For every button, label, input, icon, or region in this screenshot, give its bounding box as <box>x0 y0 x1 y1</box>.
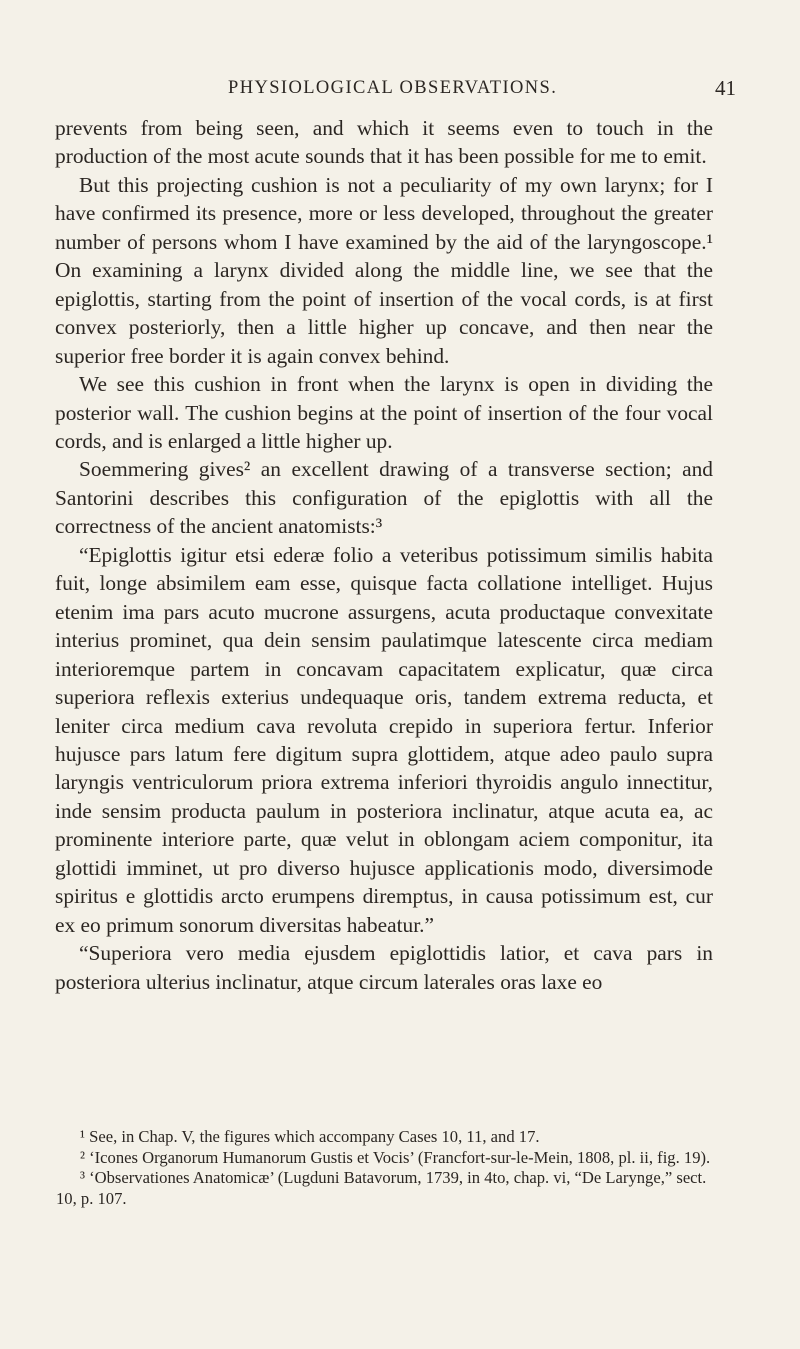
paragraph: prevents from being seen, and which it seems even to touch in the production of the most acute sounds that it has been possible for me to emit. <box>55 116 713 169</box>
paragraph: We see this cushion in front when the larynx is open in dividing the posterior wall. The cushion begins at the point of insertion of the four vocal cords, and is enlarged a little higher up. <box>55 372 713 453</box>
paragraph: Soemmering gives² an excellent drawing of a transverse section; and Santorini describes this configuration of the epiglottis with all the correctness of the ancient anatomists:³ <box>55 457 713 539</box>
footnotes <box>56 1127 716 1209</box>
page-number: 41 <box>715 76 736 100</box>
latin-quotation: “Superiora vero media ejusdem epiglottidis latior, et cava pars in posteriora ulterius inclinatur, atque circum laterales oras laxe eo <box>55 941 713 994</box>
running-head: PHYSIOLOGICAL OBSERVATIONS. <box>228 78 558 98</box>
footnote: ² ‘Icones Organorum Humanorum Gustis et Vocis’ (Francfort-sur-le-Mein, 1808, pl. ii, fig. 19). <box>80 1147 711 1167</box>
page-header <box>60 76 736 108</box>
body-text <box>55 114 713 996</box>
latin-quotation: “Epiglottis igitur etsi ederæ folio a veteribus potissimum similis habita fuit, longe absimilem eam esse, quisque facta collatione intelliget. Hujus etenim ima pars acuto mucrone assurgens, acuta productaque convexitate interius prominet, qua dein sensim paulatimque latescente circa mediam interioremque partem in concavam capacitatem explicatur, quæ circa superiora reflexis exterius undequaque oris, tandem extrema reducta, et leniter circa medium cava revoluta crepido in superiora fertur. Inferior hujusce pars latum fere digitum supra glottidem, atque adeo paulo supra laryngis ventriculorum priora extrema inferiori thyroidis angulo innectitur, inde sensim producta paulum in posteriora inclinatur, atque acuta ea, ac prominente interiore parte, quæ velut in oblongam aciem componitur, ita glottidi imminet, ut pro diverso hujusce applicationis modo, diversimode spiritus e glottidis arcto erumpens diremptus, in causa potissimum est, cur ex eo primum sonorum diversitas habeatur.” <box>55 542 713 937</box>
footnote: ³ ‘Observationes Anatomicæ’ (Lugduni Batavorum, 1739, in 4to, chap. vi, “De Larynge,” sect. 10, p. 107. <box>56 1168 707 1208</box>
footnote: ¹ See, in Chap. V, the figures which accompany Cases 10, 11, and 17. <box>80 1127 540 1146</box>
paragraph: But this projecting cushion is not a peculiarity of my own larynx; for I have confirmed its presence, more or less developed, throughout the greater number of persons whom I have examined by the aid of the laryngoscope.¹ On examining a larynx divided along the middle line, we see that the epiglottis, starting from the point of insertion of the vocal cords, is at first convex posteriorly, then a little higher up concave, and then near the superior free border it is again convex behind. <box>55 172 713 368</box>
